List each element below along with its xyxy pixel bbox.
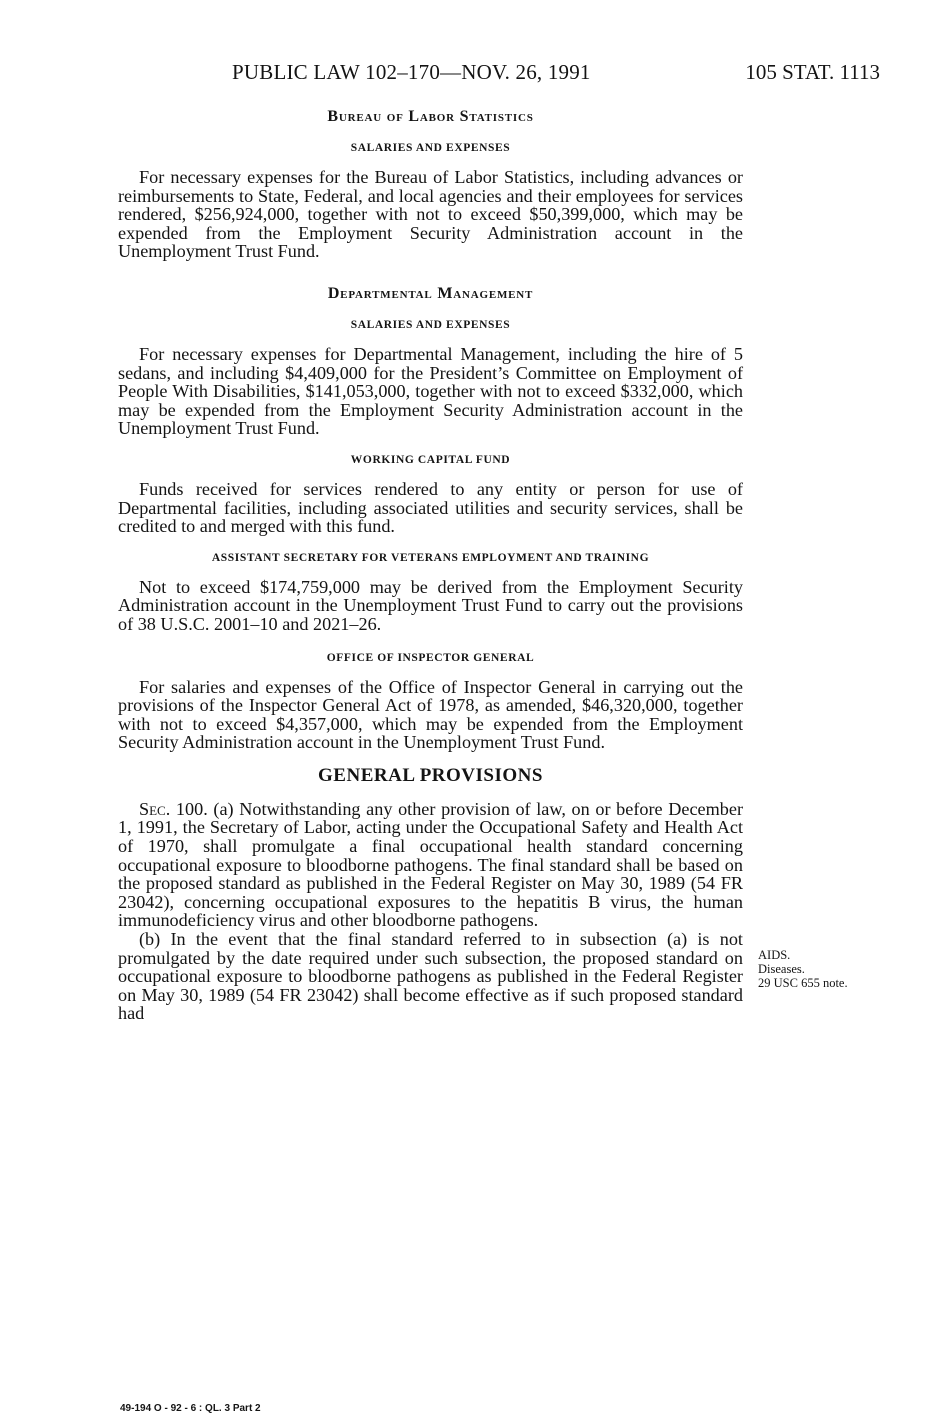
footer-print-code: 49-194 O - 92 - 6 : QL. 3 Part 2 <box>120 1403 261 1414</box>
dm-heading: Departmental Management <box>327 284 534 302</box>
vet-subheading: ASSISTANT SECRETARY FOR VETERANS EMPLOYMENT AND TRAINING <box>211 551 650 564</box>
margin-note-aids: AIDS. <box>758 948 791 962</box>
sec100-text-a: (a) Notwithstanding any other provision of law, on or before December 1, 1991, the Secretary of Labor, acting under the Occupational Safety and Health Act of 1970, shall promulgate a final occupational health standard concerning occupational exposure to bloodborne pathogens. The final standard shall be based on the proposed standard as published in the Federal Register on May 30, 1989 (54 FR 23042), concerning occupational exposures to the hepatitis B virus, the human immunodeficiency virus and other bloodborne pathogens. <box>118 798 743 931</box>
body-text <box>118 100 743 1023</box>
vet-paragraph: Not to exceed $174,759,000 may be derived from the Employment Security Administration account in the Unemployment Trust Fund to carry out the provisions of 38 U.S.C. 2001–10 and 2021–26. <box>118 576 743 634</box>
sec100-paragraph-a <box>118 800 743 930</box>
bls-subheading: SALARIES AND EXPENSES <box>350 142 511 154</box>
general-provisions-heading: GENERAL PROVISIONS <box>318 764 543 786</box>
bls-heading: Bureau of Labor Statistics <box>327 108 534 125</box>
margin-notes <box>758 948 898 990</box>
oig-subheading: OFFICE OF INSPECTOR GENERAL <box>326 651 535 664</box>
margin-note-diseases: Diseases. <box>758 962 805 976</box>
oig-paragraph: For salaries and expenses of the Office of Inspector General in carrying out the provisions of the Inspector General Act of 1978, as amended, $46,320,000, together with not to exceed $4,357,000, which may be expended from the Employment Security Administration account in the Unemployment Trust Fund. <box>118 676 743 753</box>
dm-subheading: SALARIES AND EXPENSES <box>350 318 511 331</box>
section-label: Sec. 100. <box>139 798 208 819</box>
stat-reference: 105 STAT. 1113 <box>745 60 880 84</box>
law-title: PUBLIC LAW 102–170—NOV. 26, 1991 <box>232 60 591 84</box>
margin-note-usc: 29 USC 655 note. <box>758 976 848 990</box>
wcf-subheading: WORKING CAPITAL FUND <box>350 453 511 466</box>
bls-paragraph: For necessary expenses for the Bureau of Labor Statistics, including advances or reimbursements to State, Federal, and local agencies and their employees for services rendered, $256,924,000, together with not to exceed $50,399,000, which may be expended from the Employment Security Administration account in the Unemployment Trust Fund. <box>118 167 743 262</box>
wcf-paragraph: Funds received for services rendered to any entity or person for use of Departmental facilities, including associated utilities and security services, shall be credited to and merged with this fund. <box>118 478 743 537</box>
dm-paragraph: For necessary expenses for Departmental Management, including the hire of 5 sedans, and including $4,409,000 for the President’s Committee on Employment of People With Disabilities, $141,053,000, together with not to exceed $332,000, which may be expended from the Employment Security Administration account in the Unemployment Trust Fund. <box>118 343 743 439</box>
sec100-paragraph-b: (b) In the event that the final standard referred to in subsection (a) is not promulgated by the date required under such subsection, the proposed standard on occupational exposure to bloodborne pathogens as published in the Federal Register on May 30, 1989 (54 FR 23042) shall become effective as if such proposed standard had <box>118 929 743 1024</box>
page-header <box>120 60 880 90</box>
